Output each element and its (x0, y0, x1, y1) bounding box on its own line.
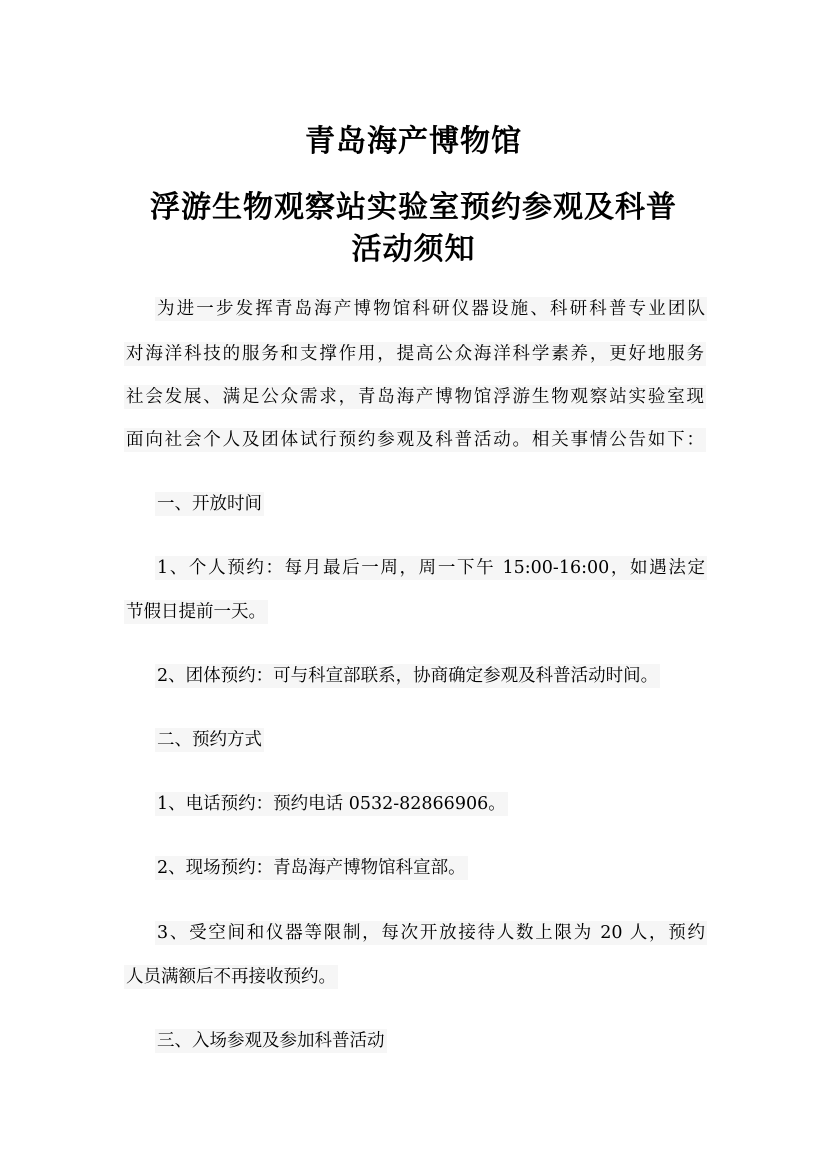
intro-paragraph-line-2: 对海洋科技的服务和支撑作用，提高公众海洋科学素养，更好地服务 (126, 344, 704, 364)
intro-paragraph-line-1: 为进一步发挥青岛海产博物馆科研仪器设施、科研科普专业团队 (157, 299, 705, 319)
intro-paragraph-line-3: 社会发展、满足公众需求，青岛海产博物馆浮游生物观察站实验室现 (126, 387, 704, 407)
document-title-line-3: 活动须知 (351, 232, 476, 267)
document-title-line-2: 浮游生物观察站实验室预约参观及科普 (150, 190, 677, 225)
capacity-limit-line-1: 3、受空间和仪器等限制，每次开放接待人数上限为 20 人，预约 (157, 923, 705, 943)
intro-paragraph-line-4: 面向社会个人及团体试行预约参观及科普活动。相关事情公告如下： (126, 430, 704, 450)
capacity-limit-line-2: 人员满额后不再接收预约。 (126, 967, 336, 987)
section-heading-reservation-method: 二、预约方式 (157, 730, 262, 750)
document-title-museum: 青岛海产博物馆 (305, 124, 522, 159)
phone-reservation-text: 1、电话预约：预约电话 0532-82866906。 (157, 794, 506, 814)
onsite-reservation-text: 2、现场预约：青岛海产博物馆科宣部。 (157, 858, 466, 878)
group-reservation-text: 2、团体预约：可与科宣部联系，协商确定参观及科普活动时间。 (157, 666, 659, 686)
individual-reservation-line-1: 1、个人预约：每月最后一周，周一下午 15:00-16:00，如遇法定 (157, 558, 705, 578)
section-heading-open-time: 一、开放时间 (157, 494, 262, 514)
section-heading-entry-activities: 三、入场参观及参加科普活动 (157, 1031, 385, 1051)
individual-reservation-line-2: 节假日提前一天。 (126, 602, 266, 622)
